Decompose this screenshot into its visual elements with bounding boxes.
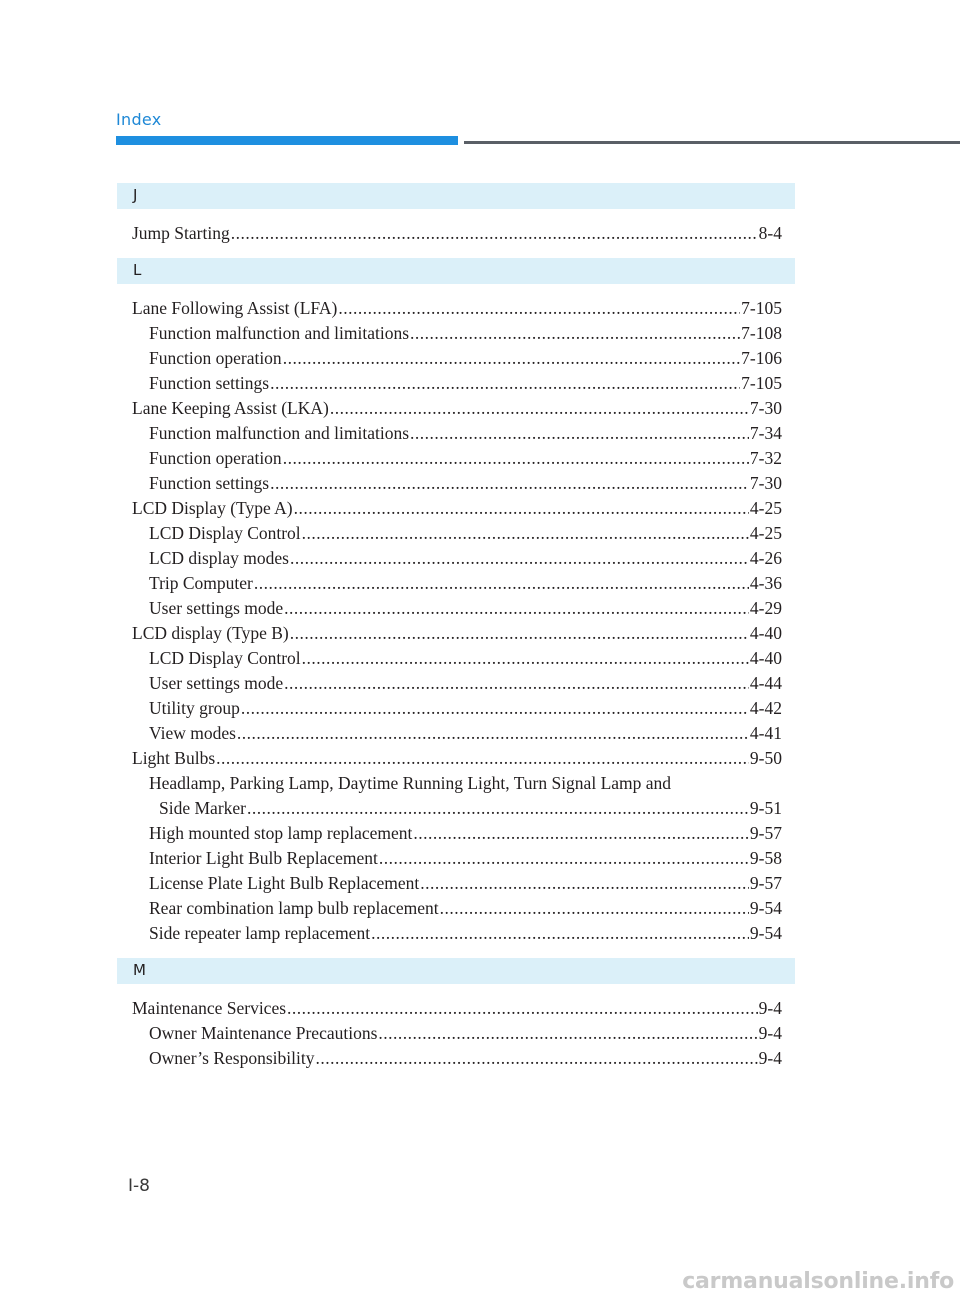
dot-leader	[379, 846, 749, 871]
index-subentry[interactable]	[117, 896, 795, 921]
index-subentry[interactable]	[117, 771, 795, 796]
dot-leader	[371, 921, 749, 946]
page-header-title: Index	[116, 110, 162, 129]
index-subentry[interactable]	[117, 921, 795, 946]
index-subentry[interactable]	[117, 846, 795, 871]
index-subentry[interactable]	[117, 471, 795, 496]
header-divider-line	[464, 141, 960, 144]
index-subentry[interactable]	[117, 421, 795, 446]
index-subentry[interactable]	[117, 596, 795, 621]
entry-label: High mounted stop lamp replacement	[149, 823, 413, 843]
entry-label: Owner’s Responsibility	[149, 1048, 315, 1068]
dot-leader	[315, 1046, 757, 1071]
entry-page-ref: 4-44	[749, 673, 782, 693]
dot-leader	[283, 446, 749, 471]
dot-leader	[284, 596, 749, 621]
entry-page-ref: 9-54	[749, 898, 782, 918]
entry-page-ref: 4-40	[749, 623, 782, 643]
entry-page-ref: 9-58	[749, 848, 782, 868]
entry-page-ref: 4-25	[749, 498, 782, 518]
index-entry-list	[117, 209, 795, 258]
entry-label: Function operation	[149, 448, 282, 468]
section-letter: L	[133, 261, 142, 279]
index-entry-list	[117, 984, 795, 1083]
entry-label: View modes	[149, 723, 236, 743]
entry-label: Function settings	[149, 373, 270, 393]
dot-leader	[440, 896, 749, 921]
index-subentry[interactable]	[117, 1021, 795, 1046]
entry-label: LCD display (Type B)	[132, 623, 289, 643]
dot-leader	[294, 496, 749, 521]
entry-label: Maintenance Services	[132, 998, 287, 1018]
entry-label: Owner Maintenance Precautions	[149, 1023, 378, 1043]
dot-leader	[420, 871, 749, 896]
index-subentry[interactable]	[117, 646, 795, 671]
entry-page-ref: 7-106	[741, 348, 782, 368]
entry-label: Headlamp, Parking Lamp, Daytime Running Light, Turn Signal Lamp and	[149, 773, 672, 793]
section-letter: M	[133, 961, 146, 979]
entry-page-ref: 9-57	[749, 823, 782, 843]
entry-label: Light Bulbs	[132, 748, 216, 768]
dot-leader	[283, 346, 740, 371]
index-entry[interactable]	[117, 496, 795, 521]
index-entry-list	[117, 284, 795, 958]
dot-leader	[302, 521, 749, 546]
entry-page-ref: 9-57	[749, 873, 782, 893]
entry-page-ref: 9-4	[758, 998, 782, 1018]
entry-label: Side Marker	[159, 798, 246, 818]
dot-leader	[237, 721, 749, 746]
entry-page-ref: 4-41	[749, 723, 782, 743]
dot-leader	[254, 571, 749, 596]
entry-label: LCD Display (Type A)	[132, 498, 293, 518]
entry-label: LCD Display Control	[149, 523, 301, 543]
dot-leader	[231, 221, 758, 246]
index-subentry[interactable]	[117, 796, 795, 821]
dot-leader	[338, 296, 740, 321]
dot-leader	[270, 471, 749, 496]
entry-label: Jump Starting	[132, 223, 230, 243]
entry-page-ref: 4-29	[749, 598, 782, 618]
entry-label: Function operation	[149, 348, 282, 368]
index-entry[interactable]	[117, 296, 795, 321]
entry-label: Lane Keeping Assist (LKA)	[132, 398, 329, 418]
dot-leader	[290, 546, 749, 571]
index-subentry[interactable]	[117, 521, 795, 546]
index-subentry[interactable]	[117, 671, 795, 696]
dot-leader	[284, 671, 749, 696]
dot-leader	[410, 321, 740, 346]
entry-page-ref: 7-108	[741, 323, 782, 343]
entry-label: Function malfunction and limitations	[149, 323, 410, 343]
entry-page-ref: 7-105	[741, 298, 782, 318]
index-entry[interactable]	[117, 996, 795, 1021]
entry-page-ref: 7-34	[749, 423, 782, 443]
index-subentry[interactable]	[117, 721, 795, 746]
index-subentry[interactable]	[117, 696, 795, 721]
index-entry[interactable]	[117, 396, 795, 421]
dot-leader	[241, 696, 749, 721]
section-header-j	[117, 183, 795, 209]
dot-leader	[270, 371, 740, 396]
entry-page-ref: 9-51	[749, 798, 782, 818]
entry-page-ref: 4-26	[749, 548, 782, 568]
section-header-m	[117, 958, 795, 984]
index-subentry[interactable]	[117, 346, 795, 371]
index-content	[117, 183, 795, 1083]
entry-page-ref: 4-40	[749, 648, 782, 668]
index-subentry[interactable]	[117, 821, 795, 846]
entry-label: License Plate Light Bulb Replacement	[149, 873, 420, 893]
dot-leader	[287, 996, 758, 1021]
entry-label: Trip Computer	[149, 573, 253, 593]
dot-leader	[290, 621, 749, 646]
entry-label: User settings mode	[149, 598, 284, 618]
entry-page-ref: 7-30	[749, 398, 782, 418]
entry-page-ref: 9-4	[758, 1048, 782, 1068]
index-subentry[interactable]	[117, 571, 795, 596]
index-subentry[interactable]	[117, 1046, 795, 1071]
index-entry[interactable]	[117, 621, 795, 646]
dot-leader	[247, 796, 749, 821]
entry-page-ref: 9-54	[749, 923, 782, 943]
dot-leader	[216, 746, 749, 771]
section-header-l	[117, 258, 795, 284]
header-accent-bar	[116, 136, 458, 145]
entry-label: Utility group	[149, 698, 240, 718]
entry-page-ref: 4-36	[749, 573, 782, 593]
index-entry[interactable]	[117, 746, 795, 771]
section-letter: J	[133, 186, 138, 204]
index-subentry[interactable]	[117, 371, 795, 396]
entry-label: Rear combination lamp bulb replacement	[149, 898, 439, 918]
entry-page-ref: 7-32	[749, 448, 782, 468]
index-subentry[interactable]	[117, 871, 795, 896]
dot-leader	[330, 396, 749, 421]
entry-label: Lane Following Assist (LFA)	[132, 298, 338, 318]
entry-label: Function malfunction and limitations	[149, 423, 410, 443]
dot-leader	[413, 821, 749, 846]
entry-page-ref: 9-4	[758, 1023, 782, 1043]
dot-leader	[410, 421, 749, 446]
index-subentry[interactable]	[117, 321, 795, 346]
index-subentry[interactable]	[117, 546, 795, 571]
entry-page-ref: 8-4	[758, 223, 782, 243]
index-subentry[interactable]	[117, 446, 795, 471]
entry-label: LCD display modes	[149, 548, 289, 568]
entry-label: Function settings	[149, 473, 270, 493]
entry-label: Interior Light Bulb Replacement	[149, 848, 378, 868]
dot-leader	[378, 1021, 757, 1046]
entry-label: LCD Display Control	[149, 648, 301, 668]
entry-page-ref: 9-50	[749, 748, 782, 768]
dot-leader	[302, 646, 749, 671]
entry-label: Side repeater lamp replacement	[149, 923, 371, 943]
entry-page-ref: 7-105	[741, 373, 782, 393]
entry-page-ref: 4-42	[749, 698, 782, 718]
index-entry[interactable]	[117, 221, 795, 246]
watermark-text: carmanualsonline.info	[682, 1269, 954, 1294]
page-number: I-8	[128, 1176, 150, 1196]
entry-page-ref: 4-25	[749, 523, 782, 543]
entry-label: User settings mode	[149, 673, 284, 693]
entry-page-ref: 7-30	[749, 473, 782, 493]
